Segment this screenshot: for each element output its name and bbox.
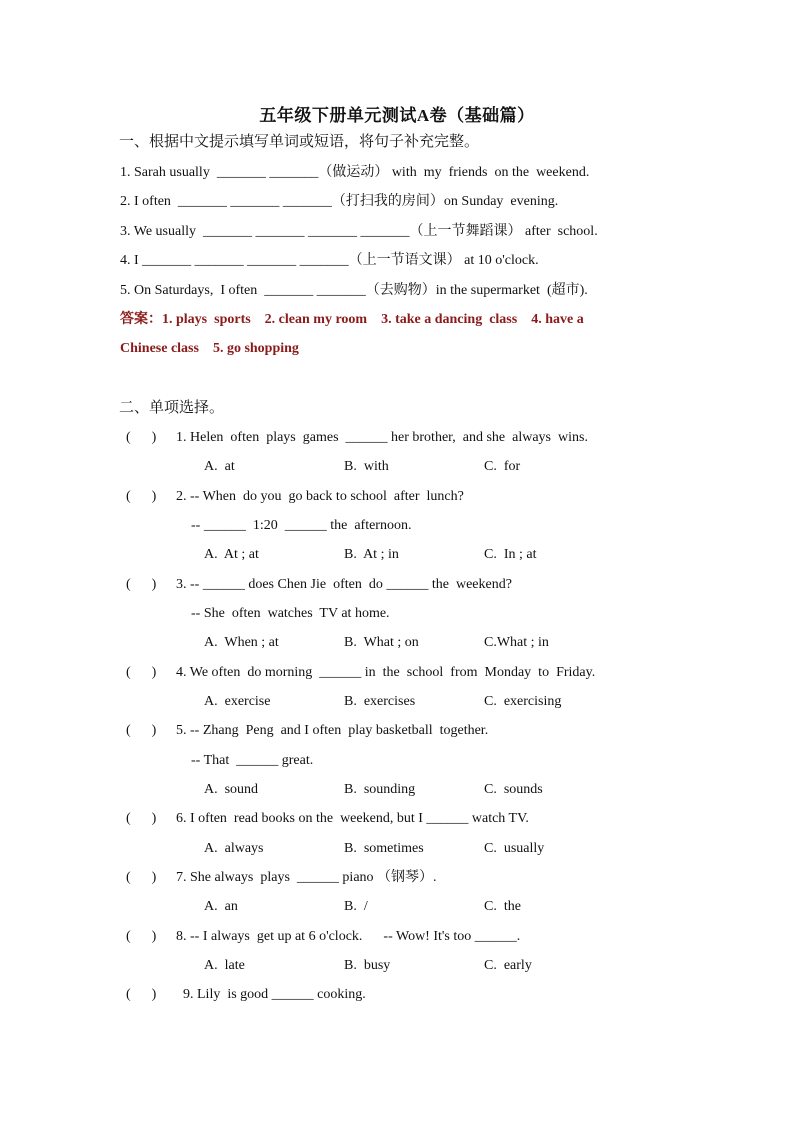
q5-reply: -- That ______ great. <box>191 753 314 768</box>
answer-paren: ( ) <box>126 723 157 738</box>
answer-paren: ( ) <box>126 811 157 826</box>
q1-option-b: B. with <box>344 459 389 474</box>
q5-option-c: C. sounds <box>484 782 543 797</box>
q8-option-b: B. busy <box>344 958 391 973</box>
q3-option-c: C.What ; in <box>484 635 549 650</box>
q6-option-c: C. usually <box>484 841 545 856</box>
q1-option-a: A. at <box>204 459 235 474</box>
q2-option-a: A. At ; at <box>204 547 259 562</box>
question-5: 5. -- Zhang Peng and I often play basketball together. <box>176 723 489 738</box>
q7-option-c: C. the <box>484 899 521 914</box>
question-3: 3. -- ______ does Chen Jie often do ______ the weekend? <box>176 577 512 592</box>
answer-line-2: Chinese class 5. go shopping <box>120 341 299 356</box>
answer-paren: ( ) <box>126 577 157 592</box>
question-2: 2. -- When do you go back to school after lunch? <box>176 489 464 504</box>
q1-option-c: C. for <box>484 459 521 474</box>
q8-option-c: C. early <box>484 958 532 973</box>
question-7: 7. She always plays ______ piano （钢琴）. <box>176 870 437 885</box>
answer-paren: ( ) <box>126 489 157 504</box>
fill-item-2: 2. I often _______ _______ _______（打扫我的房间）on Sunday evening. <box>120 194 559 209</box>
q2-option-c: C. In ; at <box>484 547 537 562</box>
q5-option-b: B. sounding <box>344 782 416 797</box>
answer-paren: ( ) <box>126 430 157 445</box>
q3-option-b: B. What ; on <box>344 635 419 650</box>
q5-option-a: A. sound <box>204 782 259 797</box>
question-8: 8. -- I always get up at 6 o'clock. -- Wow! It's too ______. <box>176 929 521 944</box>
q4-option-b: B. exercises <box>344 694 416 709</box>
q6-option-a: A. always <box>204 841 264 856</box>
question-9: 9. Lily is good ______ cooking. <box>183 987 366 1002</box>
fill-item-3: 3. We usually _______ _______ _______ _______（上一节舞蹈课） after school. <box>120 224 598 239</box>
section1-heading: 一、根据中文提示填写单词或短语，将句子补充完整。 <box>119 134 480 150</box>
q8-option-a: A. late <box>204 958 245 973</box>
q4-option-c: C. exercising <box>484 694 562 709</box>
q7-option-b: B. / <box>344 899 368 914</box>
q7-option-a: A. an <box>204 899 238 914</box>
answer-paren: ( ) <box>126 665 157 680</box>
section2-heading: 二、单项选择。 <box>119 400 225 416</box>
question-4: 4. We often do morning ______ in the school from Monday to Friday. <box>176 665 596 680</box>
q2-option-b: B. At ; in <box>344 547 399 562</box>
answer-paren: ( ) <box>126 987 157 1002</box>
answer-line-1: 答案：1. plays sports 2. clean my room 3. take a dancing class 4. have a <box>120 312 584 327</box>
page-title: 五年级下册单元测试A卷（基础篇） <box>259 106 535 125</box>
answer-paren: ( ) <box>126 929 157 944</box>
question-6: 6. I often read books on the weekend, but I ______ watch TV. <box>176 811 529 826</box>
q3-option-a: A. When ; at <box>204 635 279 650</box>
q6-option-b: B. sometimes <box>344 841 424 856</box>
question-1: 1. Helen often plays games ______ her brother, and she always wins. <box>176 430 588 445</box>
q4-option-a: A. exercise <box>204 694 271 709</box>
answer-paren: ( ) <box>126 870 157 885</box>
q2-reply: -- ______ 1:20 ______ the afternoon. <box>191 518 412 533</box>
fill-item-4: 4. I _______ _______ _______ _______（上一节语文课） at 10 o'clock. <box>120 253 539 268</box>
q3-reply: -- She often watches TV at home. <box>191 606 390 621</box>
fill-item-5: 5. On Saturdays, I often _______ _______（去购物）in the supermarket (超市). <box>120 283 588 298</box>
fill-item-1: 1. Sarah usually _______ _______（做运动） with my friends on the weekend. <box>120 165 590 180</box>
